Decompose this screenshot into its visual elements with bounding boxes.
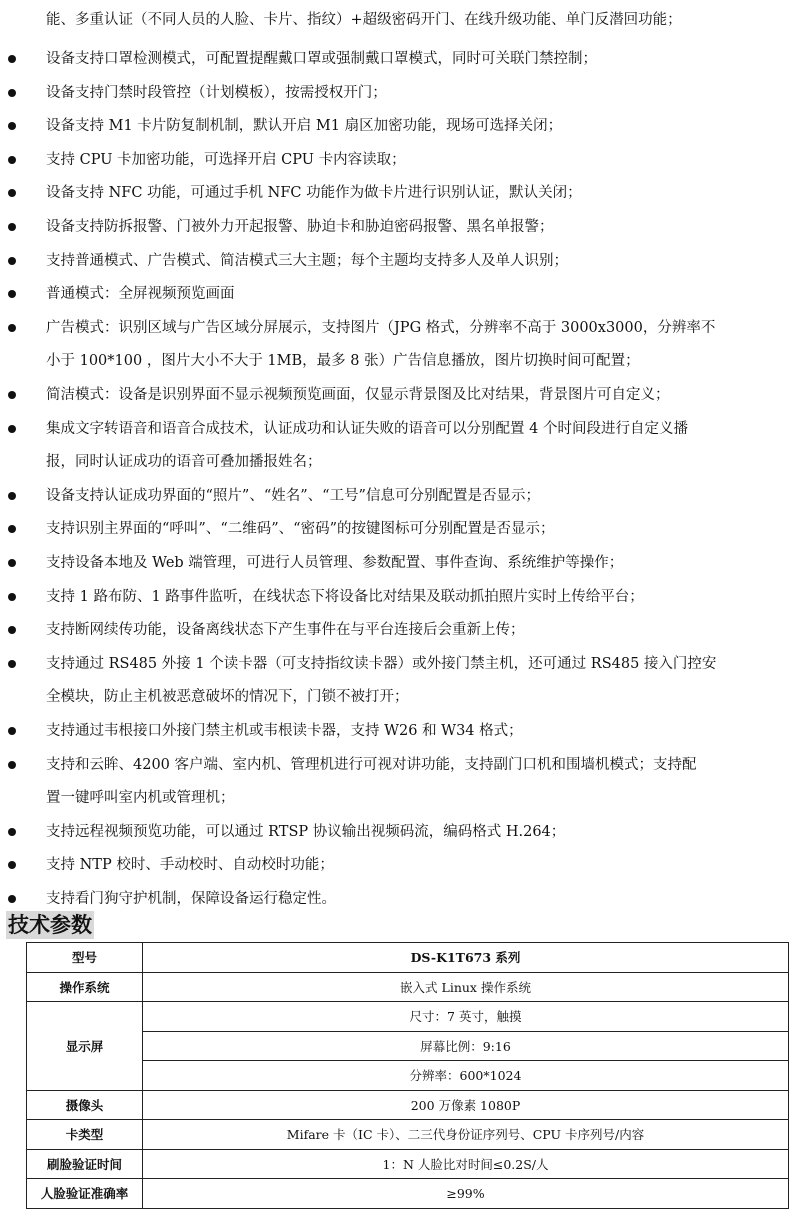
table-row-display-size (27, 1002, 789, 1032)
bullet-text-line: 集成文字转语音和语音合成技术，认证成功和认证失败的语音可以分别配置 4 个时间段进行自定义播 (46, 420, 688, 437)
bullet-dot-icon (8, 122, 16, 130)
bullet-text-line: 简洁模式：设备是识别界面不显示视频预览画面，仅显示背景图及比对结果，背景图片可自定义； (46, 387, 670, 403)
bullet-dot-icon (8, 156, 16, 164)
bullet-text-line: 支持 1 路布防、1 路事件监听，在线状态下将设备比对结果及联动抓拍照片实时上传给平台； (46, 588, 644, 605)
face-time-label: 刷脸验证时间 (27, 1149, 143, 1179)
bullet-dot-icon (8, 593, 16, 601)
bullet-dot-icon (8, 55, 16, 63)
bullet-text-line: 置一键呼叫室内机或管理机； (46, 790, 235, 807)
os-label: 操作系统 (27, 972, 143, 1002)
face-accuracy-value: ≥99% (143, 1179, 789, 1209)
face-time-value: 1：N 人脸比对时间≤0.2S/人 (143, 1149, 789, 1179)
bullet-text-line: 支持看门狗守护机制，保障设备运行稳定性。 (46, 891, 336, 907)
bullet-text-line: 报，同时认证成功的语音可叠加播报姓名； (46, 454, 322, 471)
bullet-dot-icon (8, 525, 16, 533)
bullet-text-line: 支持断网续传功能，设备离线状态下产生事件在与平台连接后会重新上传； (46, 622, 525, 639)
table-row-face-accuracy (27, 1179, 789, 1209)
bullet-dot-icon (8, 324, 16, 332)
bullet-text-line: 普通模式：全屏视频预览画面 (46, 286, 235, 303)
table-row-os (27, 972, 789, 1002)
camera-value: 200 万像素 1080P (143, 1090, 789, 1120)
bullet-text-line: 小于 100*100 ，图片大小不大于 1MB，最多 8 张）广告信息播放，图片切换时间可配置； (46, 353, 640, 370)
bullet-text-line: 支持和云眸、4200 客户端、室内机、管理机进行可视对讲功能，支持副门口机和围墙机模式；支持配 (46, 756, 697, 773)
bullet-text-line: 设备支持防拆报警、门被外力开起报警、胁迫卡和胁迫密码报警、黑名单报警； (46, 219, 554, 235)
bullet-text-line: 设备支持口罩检测模式，可配置提醒戴口罩或强制戴口罩模式，同时可关联门禁控制； (46, 51, 597, 67)
display-label: 显示屏 (27, 1002, 143, 1091)
bullet-text-line: 支持普通模式、广告模式、简洁模式三大主题；每个主题均支持多人及单人识别； (46, 252, 568, 269)
bullet-dot-icon (8, 223, 16, 231)
display-resolution-value: 分辨率：600*1024 (143, 1061, 789, 1091)
bullet-text-line: 设备支持 NFC 功能，可通过手机 NFC 功能作为做卡片进行识别认证，默认关闭； (46, 185, 582, 202)
spec-table (26, 942, 789, 1209)
bullet-dot-icon (8, 761, 16, 769)
bullet-text-line: 设备支持门禁时段管控（计划模板），按需授权开门； (46, 84, 387, 101)
model-label: 型号 (27, 943, 143, 973)
os-value: 嵌入式 Linux 操作系统 (143, 972, 789, 1002)
model-value: DS-K1T673 系列 (143, 943, 789, 973)
table-row-card-type (27, 1120, 789, 1150)
bullet-text-line: 支持设备本地及 Web 端管理，可进行人员管理、参数配置、事件查询、系统维护等操作； (46, 555, 624, 571)
bullet-dot-icon (8, 290, 16, 298)
bullet-dot-icon (8, 559, 16, 567)
bullet-dot-icon (8, 895, 16, 903)
bullet-dot-icon (8, 828, 16, 836)
table-row-camera (27, 1090, 789, 1120)
bullet-text-line: 设备支持 M1 卡片防复制机制，默认开启 M1 扇区加密功能，现场可选择关闭； (46, 118, 563, 135)
bullet-dot-icon (8, 727, 16, 735)
bullet-text-line: 支持识别主界面的“呼叫”、“二维码”、“密码”的按键图标可分别配置是否显示； (46, 521, 555, 538)
bullet-dot-icon (8, 425, 16, 433)
display-size-value: 尺寸：7 英寸，触摸 (143, 1002, 789, 1032)
bullet-dot-icon (8, 861, 16, 869)
bullet-text-line: 广告模式：识别区域与广告区域分屏展示，支持图片（JPG 格式，分辨率不高于 3000x3000，分辨率不 (46, 319, 716, 336)
bullet-dot-icon (8, 189, 16, 197)
bullet-dot-icon (8, 257, 16, 265)
card-type-label: 卡类型 (27, 1120, 143, 1150)
bullet-text-line: 支持远程视频预览功能，可以通过 RTSP 协议输出视频码流，编码格式 H.264； (46, 823, 566, 840)
section-title-tech-params: 技术参数 (8, 913, 92, 937)
face-accuracy-label: 人脸验证准确率 (27, 1179, 143, 1209)
bullet-dot-icon (8, 89, 16, 97)
bullet-text-line: 全模块，防止主机被恶意破坏的情况下，门锁不被打开； (46, 689, 409, 706)
bullet-dot-icon (8, 391, 16, 399)
bullet-dot-icon (8, 492, 16, 500)
bullet-text-line: 支持 CPU 卡加密功能，可选择开启 CPU 卡内容读取； (46, 151, 406, 168)
bullet-text-line: 支持 NTP 校时、手动校时、自动校时功能； (46, 857, 334, 874)
table-row-model (27, 943, 789, 973)
camera-label: 摄像头 (27, 1090, 143, 1120)
bullet-dot-icon (8, 626, 16, 634)
display-ratio-value: 屏幕比例：9:16 (143, 1031, 789, 1061)
bullet-text-line: 设备支持认证成功界面的“照片”、“姓名”、“工号”信息可分别配置是否显示； (46, 487, 540, 504)
continued-feature-line: 能、多重认证（不同人员的人脸、卡片、指纹）+超级密码开门、在线升级功能、单门反潜回功能； (46, 12, 682, 28)
card-type-value: Mifare 卡（IC 卡）、二三代身份证序列号、CPU 卡序列号/内容 (143, 1120, 789, 1150)
bullet-dot-icon (8, 660, 16, 668)
bullet-text-line: 支持通过韦根接口外接门禁主机或韦根读卡器，支持 W26 和 W34 格式； (46, 723, 523, 739)
table-row-face-time (27, 1149, 789, 1179)
bullet-text-line: 支持通过 RS485 外接 1 个读卡器（可支持指纹读卡器）或外接门禁主机，还可通过 RS485 接入门控安 (46, 655, 717, 672)
